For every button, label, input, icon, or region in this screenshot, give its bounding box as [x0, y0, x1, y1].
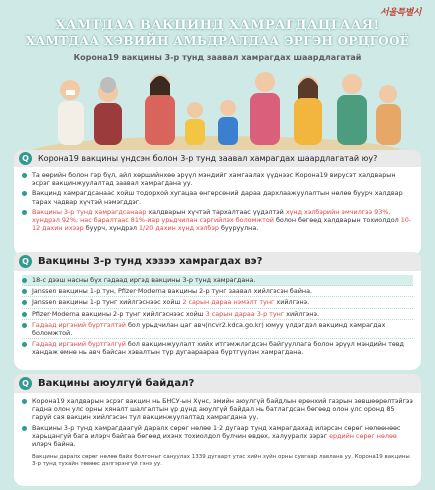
faq-panel-1 — [14, 150, 421, 256]
person-father — [250, 72, 280, 145]
bullet-icon — [22, 191, 27, 196]
question-bar-3 — [14, 374, 421, 393]
question-bar-1 — [14, 150, 421, 167]
family-illustration — [30, 68, 405, 150]
bullet-icon — [22, 289, 27, 294]
question-badge: Q — [19, 152, 32, 165]
seoul-logo: 서울특별시 — [380, 8, 421, 18]
bullet-icon — [22, 278, 27, 283]
question-text: Корона19 вакцины үндсэн болон 3-р тунд заавал хамрагдах шаардлагатай юу? — [38, 154, 378, 163]
bullet-icon — [22, 300, 27, 305]
bullet-icon — [22, 399, 27, 404]
bullet-icon — [22, 312, 27, 317]
answer-row: Janssen вакцины 1-р тун, Pfizer·Moderna вакцины 2-р тунг заавал хийлгэсэн байна. — [22, 286, 413, 297]
answer-row: Pfizer·Moderna вакцины 2-р тунг хийлгэснээс хойш 3 сарын дараа 3-р тунг хийлгэнэ. — [22, 309, 413, 320]
bullet-icon — [22, 173, 27, 178]
question-text: Вакцины 3-р тунд хэзээ хамрагдах вэ? — [38, 256, 263, 267]
person-child-1 — [185, 102, 205, 145]
faq-panel-3 — [14, 374, 421, 486]
answer-row: Гадаад иргэний бүртгэлгүй бол вакцинжуулалт хийх итгэмжлэгдсэн байгууллага болон эрүүл мэндийн төвд хандаж өмнө нь авч байсан хэвалтын түр дугаараараа бүртгүүлэн хамрагдана. — [22, 339, 413, 357]
question-badge: Q — [19, 255, 32, 268]
answer-row: Janssen вакцины 1-р тунг хийлгэснээс хойш 2 сарын дараа нэмэлт тунг хийлгэнэ. — [22, 297, 413, 308]
footnote: Вакцины даралх сөрөг нөлөө байх болгоныг сануулах 1339 дугаарт утас хийн зүйн орны сувгаар лавлана уу. Корона19 вакцины 3-р тунд тухайн төвөөс дэлгэрэнгүй гэнэ уу. — [32, 454, 410, 467]
question-badge: Q — [19, 377, 32, 390]
headline-2: ХАМТДАА ХЭВИЙН АМЬДРАЛДАА ЭРГЭН ОРЦГООЁ — [25, 34, 410, 48]
answer-item: Вакцины 3-р тунд хамрагдсанаар халдварын хүчтэй тархалтаас үүдэлтэй хүнд хэлбэрийн эмчилгээ 93%, хүндрэл 92%, нас баралтаас 81%-иар урьдчилан сэргийлэх боломжтой болон бөгөөд халдварын тохиолдол 10-12 дахин ихээр буурч, хүндрэл 1/20 дахин хүнд хэлбэр бууруулна. — [22, 208, 413, 233]
headline-1: ХАМТДАА ВАКЦИНД ХАМРАГДАЦГААЯ! — [55, 18, 380, 33]
person-aunt — [294, 76, 322, 145]
bullet-icon — [22, 323, 27, 328]
question-text: Вакцины аюулгүй байдал? — [38, 378, 195, 389]
faq-panel-2 — [14, 252, 421, 370]
person-grandma — [94, 77, 122, 145]
answer-row: Гадаад иргэний бүртгэлтэй бол урьдчилан цаг авч(ncvr2.kdca.go.kr) юмуу үлдэгдэл вакцинд хамрагдах боломжтой. — [22, 320, 413, 339]
answer-item: Та өөрийн болон гэр бүл, айл хөршийнхөө эрүүл мэндийг хамгаалах үүднээс Корона19 вирусэт халдварын эсрэг вакцинжуулалтад заавал хамрагдана уу. — [22, 171, 413, 187]
person-child-2 — [218, 100, 238, 145]
bullet-icon — [22, 342, 27, 347]
bullet-icon — [22, 210, 27, 215]
answer-item: Вакцинд хамрагдсанаас хойш тодорхой хугацаа өнгөрсөний дараа дархлаажуулалтын нөлөө буурч халдвар тарах чадвар хүчтэй нэмэгддэг. — [22, 189, 413, 205]
answer-item: Вакцины 3-р тунд хамрагдаагүй даралх сөрөг нөлөө 1·2 дугаар тунд хамрагдахад илэрсэн сөрөг нөлөөнөөс харьцангуй бага илэрч байгаа бөгөөд ихэнх тохиолдол булчин өвдөх, халууралх зэрэг ердийн сөрөг нөлөө илэрч байна. — [22, 424, 413, 449]
answer-item: Корона19 халдварын эсрэг вакцин нь БНСУ-ын Хүнс, эмийн аюулгүй байдлын ерөнхий газрын зөвшөөрөлтэйгээ гадна олон улс орны хяналт шалгалтын үр дүнд аюулгүй байдал нь батлагдсан бөгөөд олон улс оронд 85 гаруй сая вакцин хийлгэсэн тул вакцинжуулалтад хамрагдана уу. — [22, 397, 413, 422]
bullet-icon — [22, 426, 27, 431]
person-elder-right — [376, 85, 401, 145]
person-uncle — [337, 74, 367, 145]
person-mother — [145, 74, 175, 145]
question-bar-2 — [14, 252, 421, 271]
subtitle: Корона19 вакцины 3-р тунд заавал хамрагдах шаардлагатай — [73, 53, 362, 62]
answer-row: 18-с дээш насны бүх гадаад иргэд вакцины 3-р тунд хамрагдана. — [22, 275, 413, 286]
person-grandpa — [58, 80, 84, 145]
